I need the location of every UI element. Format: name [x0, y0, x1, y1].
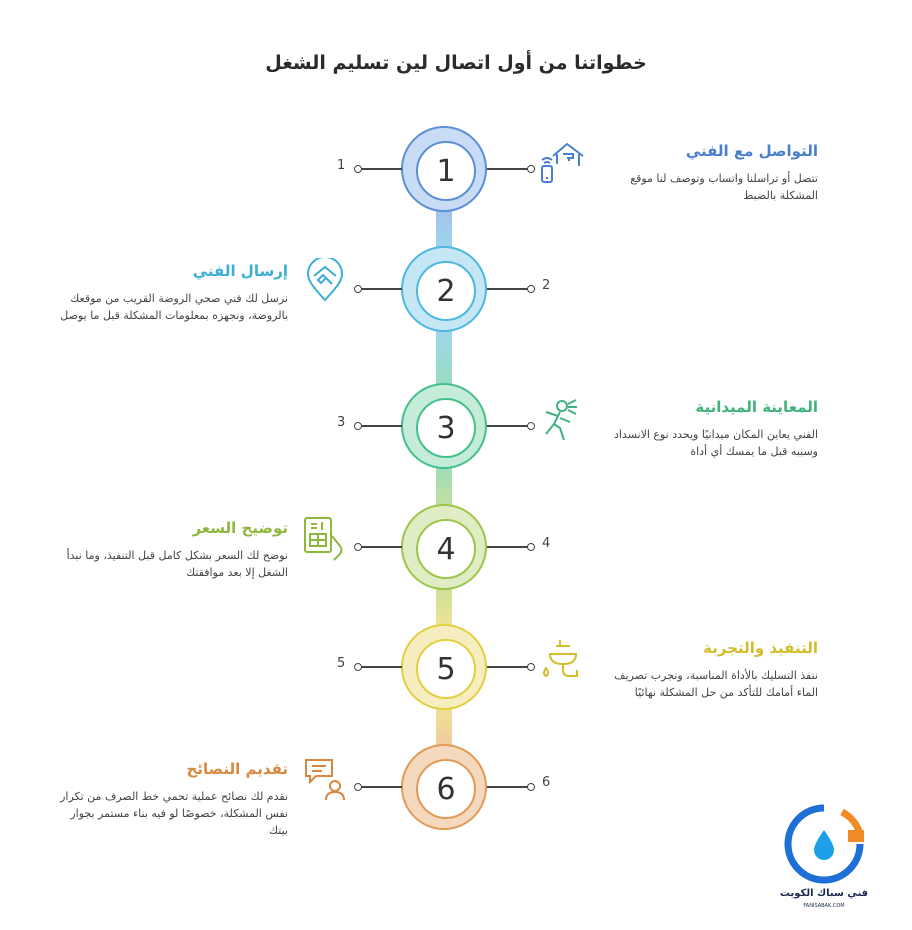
step-text-3	[598, 398, 818, 460]
step-label-6: 6	[542, 775, 551, 790]
step-label-4: 4	[542, 536, 551, 551]
step-title-3: المعاينة الميدانية	[695, 398, 818, 416]
step-text-5	[598, 639, 818, 701]
step-circle-1	[401, 126, 487, 212]
house-faucet-phone-icon	[539, 138, 585, 184]
step-desc-5: ننفذ التسليك بالأداة المناسبة، ونجرب تصريف الماء أمامك للتأكد من حل المشكلة نهائيًا	[614, 669, 818, 699]
step-circle-5	[401, 624, 487, 710]
step-number-2: 2	[416, 261, 476, 321]
step-text-2	[52, 262, 288, 324]
stub-right-5	[487, 666, 529, 668]
stub-left-6	[360, 786, 402, 788]
invoice-hand-icon	[302, 516, 348, 562]
worker-inspecting-icon	[538, 398, 584, 444]
chat-person-icon	[302, 756, 348, 802]
step-desc-2: نرسل لك فني صحي الروضة القريب من موقعك بالروضة، ونجهزه بمعلومات المشكلة قبل ما يوصل	[60, 292, 288, 322]
step-title-5: التنفيذ والتجربة	[703, 639, 818, 657]
step-circle-6	[401, 744, 487, 830]
step-label-3: 3	[337, 415, 346, 430]
stub-left-3	[360, 425, 402, 427]
step-desc-6: نقدم لك نصائح عملية تحمي خط الصرف من تكرار نفس المشكلة، خصوصًا لو فيه بناء مستمر بجوار بيتك	[60, 790, 288, 837]
stub-right-2	[487, 288, 529, 290]
connector-3-4	[436, 462, 452, 510]
stub-right-4	[487, 546, 529, 548]
step-text-6	[52, 760, 288, 839]
stub-left-4	[360, 546, 402, 548]
step-title-4: توضيح السعر	[192, 519, 288, 537]
sink-drain-icon	[538, 638, 584, 684]
page-title: خطواتنا من أول اتصال لين تسليم الشغل	[265, 52, 647, 74]
logo-mark-icon	[776, 800, 872, 888]
step-label-5: 5	[337, 656, 346, 671]
step-text-4	[52, 519, 288, 581]
stub-right-1	[487, 168, 529, 170]
step-text-1	[598, 142, 818, 204]
step-desc-3: الفني يعاين المكان ميدانيًا ويحدد نوع الانسداد وسببه قبل ما يمسك أي أداة	[613, 428, 818, 458]
step-number-3: 3	[416, 398, 476, 458]
stub-right-3	[487, 425, 529, 427]
step-label-2: 2	[542, 278, 551, 293]
step-number-1: 1	[416, 141, 476, 201]
step-title-1: التواصل مع الفني	[685, 142, 818, 160]
step-circle-2	[401, 246, 487, 332]
location-pin-wrench-icon	[302, 258, 348, 304]
step-number-4: 4	[416, 519, 476, 579]
step-number-6: 6	[416, 759, 476, 819]
brand-logo	[776, 800, 872, 920]
stub-left-1	[360, 168, 402, 170]
step-title-6: تقديم النصائح	[186, 760, 288, 778]
step-desc-4: نوضح لك السعر بشكل كامل قبل التنفيذ، وما نبدأ الشغل إلا بعد موافقتك	[66, 549, 288, 579]
step-desc-1: تتصل أو تراسلنا واتساب وتوصف لنا موقع المشكلة بالضبط	[630, 172, 818, 202]
step-number-5: 5	[416, 639, 476, 699]
step-circle-3	[401, 383, 487, 469]
stub-left-2	[360, 288, 402, 290]
step-title-2: إرسال الفني	[192, 262, 288, 280]
connector-2-3	[436, 326, 452, 388]
stub-right-6	[487, 786, 529, 788]
step-label-1: 1	[337, 158, 346, 173]
step-circle-4	[401, 504, 487, 590]
stub-left-5	[360, 666, 402, 668]
logo-name: فني سباك الكويت	[779, 888, 869, 899]
logo-domain: FANISABAK.COM	[803, 903, 845, 909]
